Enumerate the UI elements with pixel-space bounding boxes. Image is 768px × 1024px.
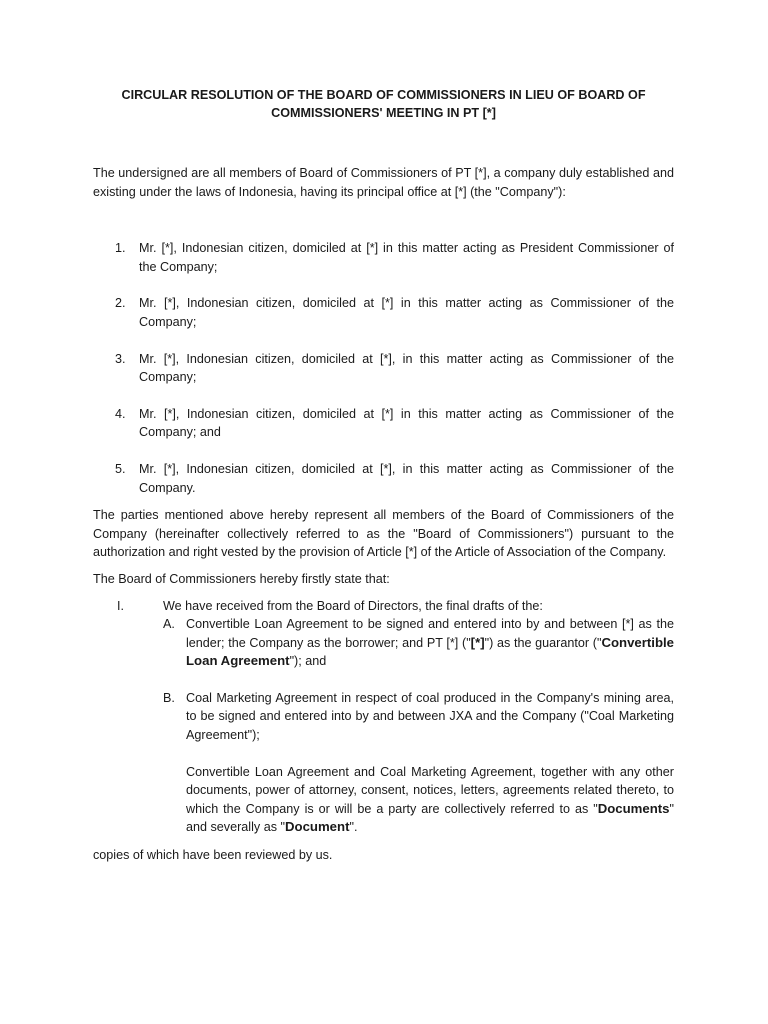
sub-b-text: Coal Marketing Agreement in respect of coal produced in the Company's mining area, to be signed and entered into by and between JXA and the Company ("Coal Marketing Agreement"); — [186, 690, 674, 743]
list-number: 1. — [115, 241, 126, 256]
title-line-2: COMMISSIONERS' MEETING IN PT [*] — [271, 106, 496, 120]
list-text: Mr. [*], Indonesian citizen, domiciled at [*], in this matter acting as Commissioner of the Company; — [139, 351, 674, 385]
list-number: 4. — [115, 406, 126, 421]
intro-paragraph: The undersigned are all members of Board of Commissioners of PT [*], a company duly established and existing under the laws of Indonesia, having its principal office at [*] (the "Company"): — [93, 166, 674, 199]
closing-line: copies of which have been reviewed by us. — [93, 848, 333, 863]
firstly-statement: The Board of Commissioners hereby firstly state that: — [93, 571, 390, 586]
summary-text-post: ". — [349, 820, 358, 835]
defined-term-document: Document — [284, 819, 350, 835]
document-title — [93, 86, 674, 122]
parties-paragraph: The parties mentioned above hereby represent all members of the Board of Commissioners of the Company (hereinafter collectively referred to as the "Board of Commissioners") pursuant to the authorization and right vested by the provision of Article [*] of the Article of Association of the Company. — [93, 508, 674, 560]
title-line-1: CIRCULAR RESOLUTION OF THE BOARD OF COMMISSIONERS IN LIEU OF BOARD OF — [121, 88, 646, 102]
sub-item-a — [163, 615, 674, 671]
sub-a-text-mid: ") as the guarantor (" — [484, 635, 602, 650]
list-text: Mr. [*], Indonesian citizen, domiciled at [*] in this matter acting as Commissioner of the Company; and — [139, 406, 674, 440]
list-item — [93, 294, 674, 331]
roman-item-i — [93, 597, 674, 838]
sub-number-a: A. — [163, 617, 175, 632]
members-list — [93, 239, 674, 497]
documents-definition — [163, 763, 674, 837]
list-number: 2. — [115, 296, 126, 311]
sub-a-text-post: "); and — [289, 654, 327, 669]
defined-term-documents: Documents — [597, 800, 670, 816]
summary-text: Convertible Loan Agreement and Coal Marketing Agreement, together with any other documents, power of attorney, consent, notices, letters, agreements related thereto, to which the Company is or will be a party are collectively referred to as " — [186, 764, 674, 816]
summary-text-mid: " and severally as " — [186, 801, 674, 835]
list-text: Mr. [*], Indonesian citizen, domiciled at [*], in this matter acting as Commissioner of the Company. — [139, 461, 674, 495]
list-item — [93, 239, 674, 276]
list-item — [93, 350, 674, 387]
roman-number: I. — [117, 598, 124, 613]
document-page — [93, 86, 674, 865]
list-number: 3. — [115, 351, 126, 366]
sub-a-text: Convertible Loan Agreement to be signed and entered into by and between [*] as the lender; the Company as the borrower; and PT [*] (" — [186, 617, 674, 650]
list-item — [93, 460, 674, 497]
sub-number-b: B. — [163, 690, 175, 705]
defined-term-cla: Convertible Loan Agreement — [186, 634, 674, 669]
list-item — [93, 405, 674, 442]
list-text: Mr. [*], Indonesian citizen, domiciled at [*] in this matter acting as President Commissioner of the Company; — [139, 241, 674, 274]
roman-item-text: We have received from the Board of Directors, the final drafts of the: — [163, 598, 543, 613]
list-text: Mr. [*], Indonesian citizen, domiciled at [*] in this matter acting as Commissioner of the Company; — [139, 296, 674, 329]
sub-item-b — [163, 689, 674, 745]
defined-term-guarantor: [*] — [470, 634, 485, 650]
list-number: 5. — [115, 461, 126, 476]
